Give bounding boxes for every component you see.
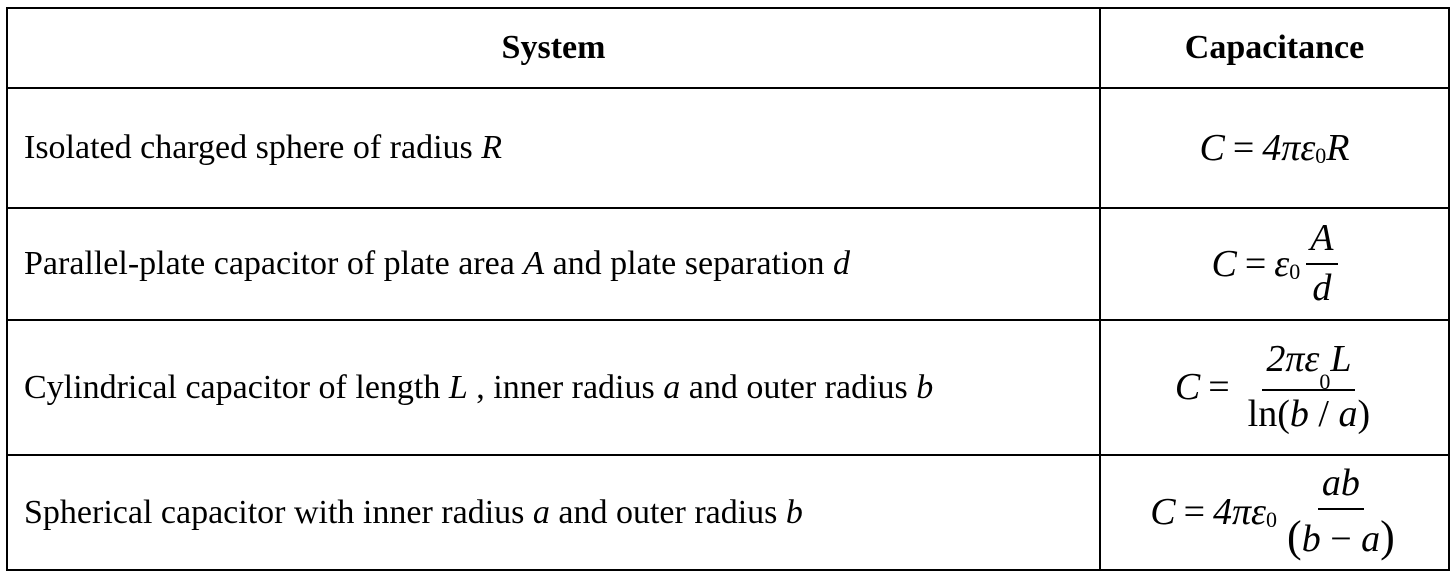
formula-equals: =: [1232, 127, 1255, 169]
denominator-var: b: [1289, 393, 1309, 436]
fraction-denominator: d: [1312, 267, 1332, 309]
formula-spherical: [1150, 464, 1399, 560]
numerator-term: 2πε: [1266, 338, 1320, 380]
formula-subscript: 0: [1315, 143, 1327, 168]
system-text: Isolated charged sphere of radius: [24, 129, 482, 166]
formula-lhs: C: [1211, 243, 1237, 285]
capacitance-table: [6, 7, 1450, 571]
formula-term: 4πε: [1262, 127, 1316, 169]
formula-fraction: [1306, 219, 1337, 309]
formula-lhs: C: [1150, 491, 1176, 534]
system-cell: [7, 455, 1100, 570]
system-text: and outer radius: [549, 493, 786, 531]
table-row: [7, 455, 1449, 570]
system-var: a: [532, 493, 550, 531]
formula-subscript: 0: [1266, 507, 1278, 533]
formula-term: R: [1326, 127, 1350, 169]
capacitance-cell: [1100, 208, 1449, 320]
formula-isolated-sphere: [1199, 129, 1349, 167]
fraction-numerator: A: [1306, 219, 1337, 265]
numerator-subscript: 0: [1319, 369, 1331, 394]
system-text: and outer radius: [680, 368, 917, 406]
system-text: Cylindrical capacitor of length: [24, 368, 449, 406]
formula-subscript: 0: [1289, 259, 1301, 284]
system-var: b: [916, 368, 934, 406]
denominator-var: a: [1361, 518, 1381, 561]
system-text: Parallel-plate capacitor of plate area: [24, 245, 524, 282]
formula-equals: =: [1208, 366, 1230, 409]
denominator-close: ): [1357, 393, 1371, 436]
system-text: and plate separation: [544, 245, 833, 282]
header-capacitance: Capacitance: [1100, 8, 1449, 88]
system-var: L: [448, 368, 468, 406]
formula-lhs: C: [1199, 127, 1225, 169]
fraction-numerator: [1262, 338, 1355, 394]
formula-term: ε: [1274, 243, 1290, 285]
system-text: Spherical capacitor with inner radius: [24, 493, 533, 531]
denominator-open: (: [1287, 512, 1302, 562]
system-cell: [7, 208, 1100, 320]
capacitance-cell: [1100, 320, 1449, 455]
formula-equals: =: [1183, 491, 1206, 534]
system-var: R: [481, 129, 503, 166]
formula-term: 4πε: [1213, 491, 1267, 534]
denominator-var: b: [1301, 518, 1321, 561]
system-cell: [7, 320, 1100, 455]
fraction-denominator: [1244, 391, 1374, 435]
header-system: System: [7, 8, 1100, 88]
formula-parallel-plate: [1212, 219, 1338, 309]
system-var: A: [523, 245, 545, 282]
denominator-op: −: [1320, 518, 1362, 561]
system-cell: [7, 88, 1100, 208]
capacitance-cell: [1100, 88, 1449, 208]
fraction-denominator: [1283, 510, 1399, 560]
table-header-row: [7, 8, 1449, 88]
formula-equals: =: [1244, 243, 1267, 285]
system-var: a: [663, 368, 681, 406]
denominator-op: /: [1308, 393, 1339, 436]
denominator-fn: ln(: [1247, 393, 1290, 436]
table-row: [7, 88, 1449, 208]
table-row: [7, 208, 1449, 320]
table-row: [7, 320, 1449, 455]
denominator-var: a: [1338, 393, 1358, 436]
numerator-term: L: [1330, 338, 1352, 380]
formula-fraction: [1283, 464, 1399, 560]
formula-lhs: C: [1174, 366, 1201, 409]
capacitance-cell: [1100, 455, 1449, 570]
system-text: , inner radius: [467, 368, 664, 406]
denominator-close: ): [1380, 512, 1395, 562]
system-var: d: [832, 245, 850, 282]
system-var: b: [785, 493, 803, 531]
fraction-numerator: ab: [1318, 464, 1364, 510]
formula-cylindrical: [1175, 340, 1374, 435]
formula-fraction: [1244, 340, 1374, 435]
